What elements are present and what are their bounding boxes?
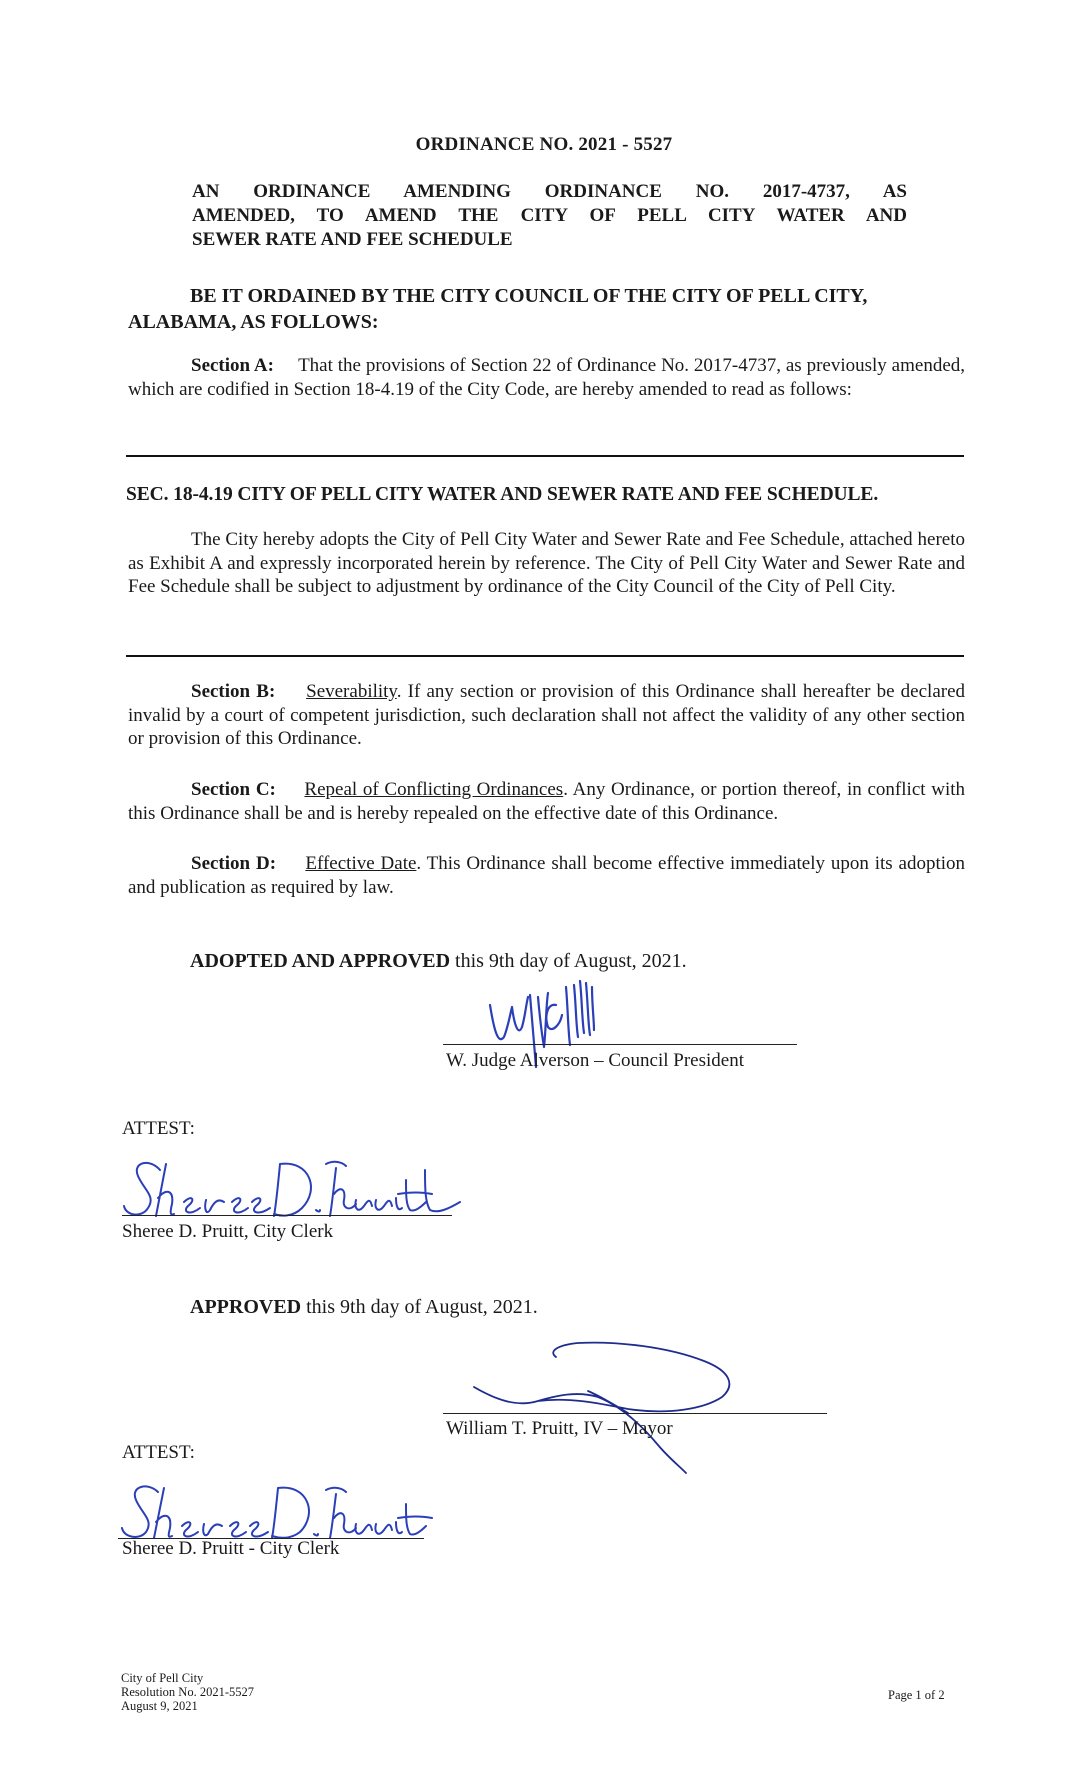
section-a-label: Section A: <box>191 355 274 376</box>
adopted-bold: ADOPTED AND APPROVED <box>190 950 451 972</box>
council-signature-line <box>443 1044 797 1045</box>
ordained-clause <box>128 283 965 335</box>
section-c <box>128 778 965 825</box>
ordained-text: BE IT ORDAINED BY THE CITY COUNCIL OF THE CITY OF PELL CITY, ALABAMA, AS FOLLOWS: <box>128 285 868 333</box>
adopted-statement <box>190 950 687 973</box>
clerk-name: Sheree D. Pruitt - City Clerk <box>122 1538 340 1559</box>
ordinance-title: ORDINANCE NO. 2021 - 5527 <box>415 134 673 155</box>
mayor-signature <box>468 1335 768 1485</box>
footer-info <box>121 1671 254 1713</box>
section-b-text: . If any section or provision of this Ordinance shall hereafter be declared invalid by a court of competent jurisdiction, such declaration shall not affect the validity of any other section or provision of this Ordinance. <box>128 681 966 749</box>
heading-line: SEWER RATE AND FEE SCHEDULE <box>192 229 513 250</box>
footer-city: City of Pell City <box>121 1671 204 1685</box>
page-number: Page 1 of 2 <box>888 1688 945 1702</box>
section-c-label: Section C: <box>191 779 276 800</box>
section-b-title: Severability <box>306 681 397 702</box>
mayor-signature-line <box>443 1413 827 1414</box>
section-b-label: Section B: <box>191 681 276 702</box>
attest-label: ATTEST: <box>122 1442 195 1463</box>
footer-resolution: Resolution No. 2021-5527 <box>121 1685 254 1699</box>
section-d-label: Section D: <box>191 853 277 874</box>
adopted-rest: this 9th day of August, 2021. <box>450 950 687 972</box>
clerk-signature-line <box>122 1215 452 1216</box>
sec-18-heading: SEC. 18-4.19 CITY OF PELL CITY WATER AND SEWER RATE AND FEE SCHEDULE. <box>126 484 879 505</box>
mayor-name: William T. Pruitt, IV – Mayor <box>446 1418 673 1439</box>
approved-statement <box>190 1296 538 1319</box>
divider-top <box>126 455 964 457</box>
attest-label: ATTEST: <box>122 1118 195 1139</box>
footer-date: August 9, 2021 <box>121 1699 198 1713</box>
section-d-title: Effective Date <box>305 853 417 874</box>
divider-bottom <box>126 655 964 657</box>
council-president-name: W. Judge Alverson – Council President <box>446 1050 744 1071</box>
ordinance-heading <box>192 180 907 252</box>
approved-rest: this 9th day of August, 2021. <box>301 1296 538 1318</box>
heading-line: AN ORDINANCE AMENDING ORDINANCE NO. 2017-4737, AS <box>192 181 907 202</box>
section-c-title: Repeal of Conflicting Ordinances <box>304 779 564 800</box>
section-c-text: . Any Ordinance, or portion thereof, in conflict with this Ordinance shall be and is hereby repealed on the effective date of this Ordinance. <box>128 779 966 824</box>
clerk-name: Sheree D. Pruitt, City Clerk <box>122 1221 334 1242</box>
clerk-signature <box>118 1476 448 1546</box>
sec-18-text: The City hereby adopts the City of Pell City Water and Sewer Rate and Fee Schedule, attached hereto as Exhibit A and expressly incorporated herein by reference. The City of Pell City Water and Sewer Rate and Fee Schedule shall be subject to adjustment by ordinance of the City Council of the City of Pell City. <box>128 529 965 597</box>
section-d-text: . This Ordinance shall become effective immediately upon its adoption and publication as required by law. <box>128 853 966 898</box>
section-a-text: That the provisions of Section 22 of Ordinance No. 2017-4737, as previously amended, which are codified in Section 18-4.19 of the City Code, are hereby amended to read as follows: <box>128 355 966 400</box>
approved-bold: APPROVED <box>190 1296 302 1318</box>
section-d <box>128 852 965 899</box>
sec-18-body <box>128 528 965 599</box>
section-b <box>128 680 965 751</box>
section-a <box>128 354 965 401</box>
heading-line: AMENDED, TO AMEND THE CITY OF PELL CITY WATER AND <box>192 205 907 226</box>
clerk-signature <box>120 1150 460 1225</box>
